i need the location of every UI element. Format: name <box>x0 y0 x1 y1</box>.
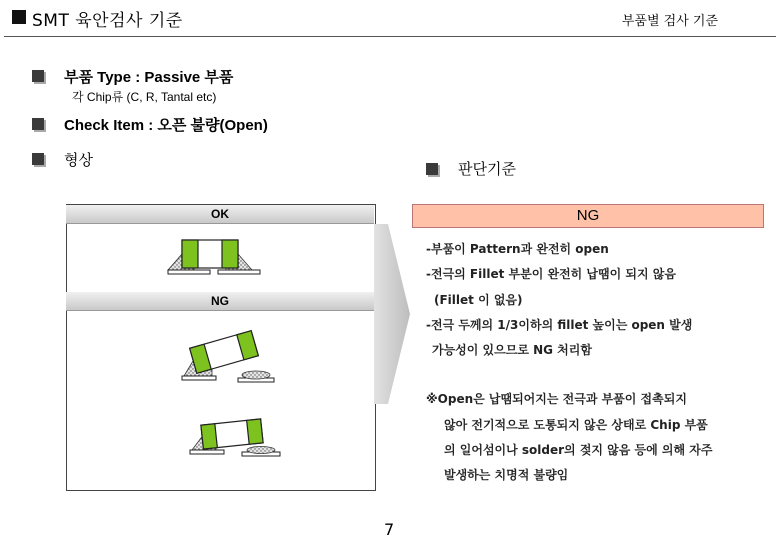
bullet-square-icon <box>426 163 438 175</box>
note-line: 않아 전기적으로 도통되지 않은 상태로 Chip 부품 <box>444 418 708 432</box>
note-line: 의 일어섬이나 solder의 젖지 않음 등에 의해 자주 <box>444 443 713 457</box>
page-title: SMT 육안검사 기준 <box>32 11 183 31</box>
ok-header: OK <box>66 205 374 224</box>
note-line: -부품이 Pattern과 완전히 open <box>426 242 609 256</box>
ok-chip-diagram <box>160 236 280 278</box>
bullet-square-icon <box>32 70 44 82</box>
ng-chip-diagram-tilted <box>176 410 296 462</box>
ng-criteria-header: NG <box>412 204 764 228</box>
shape-label: 형상 <box>64 151 93 169</box>
header-divider <box>4 36 776 37</box>
page-number: 7 <box>384 520 395 539</box>
note-line: 발생하는 치명적 불량임 <box>444 468 569 482</box>
arrow-connector <box>374 224 414 404</box>
note-line: ※Open은 납땜되어지는 전극과 부품이 접촉되지 <box>426 392 687 406</box>
check-item-text: Check Item : 오픈 불량(Open) <box>64 117 268 134</box>
note-line: 가능성이 있으므로 NG 처리함 <box>432 343 592 357</box>
ng-shape-header: NG <box>66 292 374 311</box>
note-line: -전극의 Fillet 부분이 완전히 납땜이 되지 않음 <box>426 267 676 281</box>
note-line: -전극 두께의 1/3이하의 fillet 높이는 open 발생 <box>426 318 693 332</box>
bullet-square-icon <box>32 153 44 165</box>
criteria-label: 판단기준 <box>458 160 516 178</box>
title-square-icon <box>12 10 26 24</box>
note-line: (Fillet 이 없음) <box>434 293 523 307</box>
section-label: 부품별 검사 기준 <box>621 14 718 29</box>
bullet-square-icon <box>32 118 44 130</box>
ng-chip-diagram-lifted <box>170 318 290 386</box>
part-sub-text: 각 Chip류 (C, R, Tantal etc) <box>72 90 217 104</box>
part-type-text: 부품 Type : Passive 부품 <box>64 69 234 86</box>
